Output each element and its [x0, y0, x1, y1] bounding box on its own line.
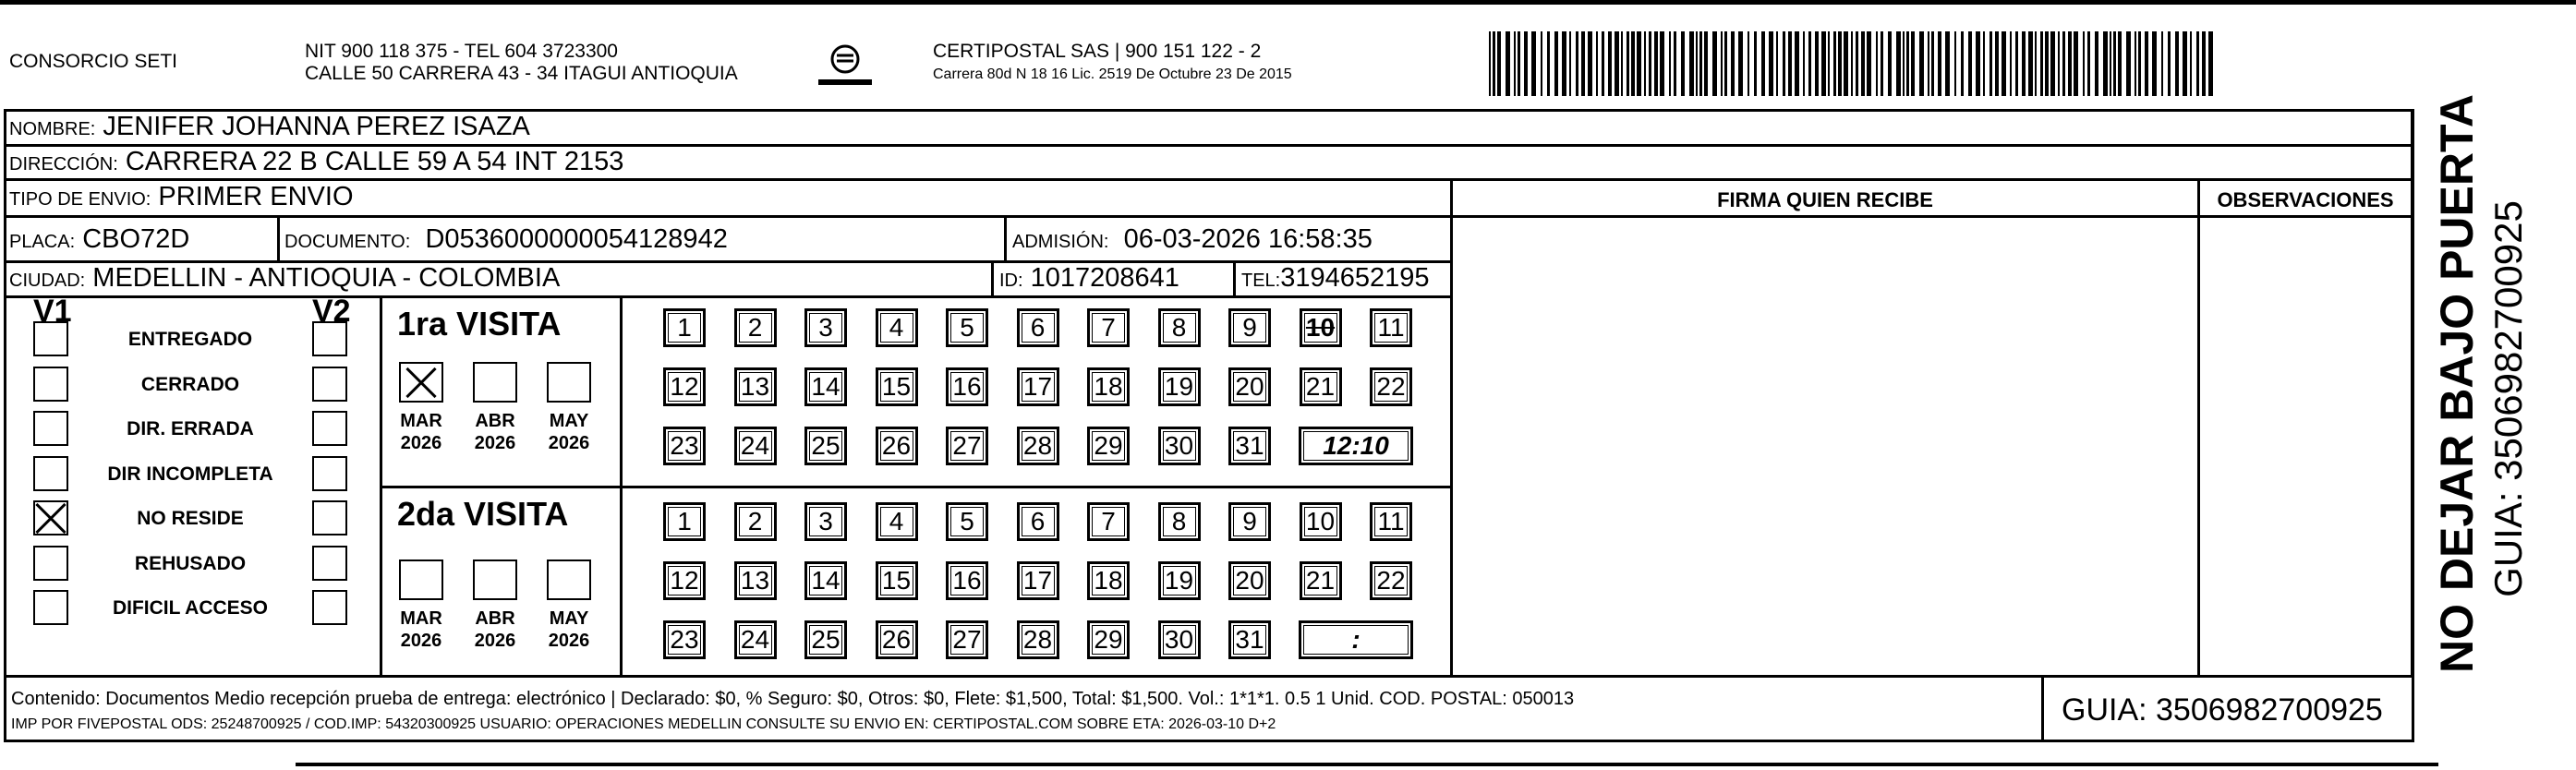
row-line	[4, 215, 2414, 218]
barcode-bar	[2202, 31, 2206, 96]
struck-day: 10	[1305, 313, 1336, 342]
v1-checkbox[interactable]	[33, 411, 68, 446]
placa-field: PLACA: CBO72D	[9, 224, 190, 254]
day-box[interactable]: 2	[734, 502, 777, 541]
barcode-bar	[2068, 31, 2072, 96]
barcode-bar	[1821, 31, 1826, 96]
barcode-bar	[2022, 31, 2026, 96]
day-box[interactable]: 1	[663, 308, 706, 347]
barcode-bar	[2058, 31, 2060, 96]
barcode-bar	[2135, 31, 2136, 96]
barcode-bar	[1844, 31, 1848, 96]
year-label: 2026	[548, 433, 590, 453]
barcode-bar	[1833, 31, 1836, 96]
barcode-bar	[2118, 31, 2122, 96]
day-box[interactable]: 3	[804, 502, 847, 541]
col-line	[2411, 109, 2413, 677]
id-field: ID: 1017208641	[999, 263, 1179, 293]
day-box[interactable]: 29	[1087, 427, 1130, 465]
day-box[interactable]	[1300, 308, 1342, 347]
barcode-bar	[1911, 31, 1915, 96]
tipo-envio-field: TIPO DE ENVIO: PRIMER ENVIO	[9, 182, 354, 211]
barcode-bar	[1712, 31, 1717, 96]
day-box[interactable]: 28	[1017, 620, 1059, 659]
month-label: ABR	[475, 411, 515, 431]
day-box[interactable]: 12	[663, 561, 706, 600]
barcode-bar	[1731, 31, 1735, 96]
status-label: DIFICIL ACCESO	[112, 597, 268, 619]
v1-checkbox[interactable]	[33, 590, 68, 625]
v2-label: V2	[312, 294, 351, 329]
col-line	[277, 215, 280, 261]
day-box[interactable]: 30	[1158, 427, 1201, 465]
day-box[interactable]: 17	[1017, 367, 1059, 406]
barcode-bar	[1531, 31, 1536, 96]
day-box[interactable]: 13	[734, 561, 777, 600]
status-label: CERRADO	[140, 373, 240, 395]
month-label: MAY	[549, 411, 589, 431]
nombre-field: NOMBRE: JENIFER JOHANNA PEREZ ISAZA	[9, 112, 530, 141]
visit1-title: 1ra VISITA	[397, 305, 562, 343]
barcode-bar	[1562, 31, 1566, 96]
tel-field: TEL:3194652195	[1241, 263, 1430, 293]
barcode-bar	[1514, 31, 1516, 96]
barcode-bar	[1995, 31, 1999, 96]
barcode-bar	[2126, 31, 2131, 96]
v2-checkbox[interactable]	[312, 367, 347, 402]
barcode-bar	[1861, 31, 1865, 96]
day-box[interactable]: 5	[946, 502, 988, 541]
day-box[interactable]: 31	[1228, 427, 1271, 465]
barcode-bar	[1581, 31, 1585, 96]
v2-checkbox[interactable]	[312, 456, 347, 491]
barcode-bar	[1518, 31, 1520, 96]
day-box[interactable]: 4	[876, 308, 918, 347]
day-box[interactable]: 7	[1087, 502, 1130, 541]
day-box[interactable]: 9	[1228, 502, 1271, 541]
barcode-bar	[1724, 31, 1727, 96]
barcode	[1489, 31, 2219, 96]
barcode-bar	[1547, 31, 1550, 96]
barcode-bar	[1976, 31, 1980, 96]
barcode-bar	[1961, 31, 1964, 96]
day-box[interactable]: 21	[1300, 561, 1342, 600]
barcode-bar	[1945, 31, 1950, 96]
visit2-title: 2da VISITA	[397, 495, 569, 533]
barcode-bar	[2196, 31, 2199, 96]
barcode-bar	[1761, 31, 1765, 96]
barcode-bar	[1497, 31, 1501, 96]
day-box[interactable]: 20	[1228, 367, 1271, 406]
day-box[interactable]: 21	[1300, 367, 1342, 406]
no-dejar-warning: NO DEJAR BAJO PUERTA	[2431, 94, 2483, 673]
barcode-bar	[1748, 31, 1749, 96]
day-box[interactable]: 3	[804, 308, 847, 347]
status-label: DIR. ERRADA	[127, 418, 254, 439]
ciudad-field: CIUDAD: MEDELLIN - ANTIOQUIA - COLOMBIA	[9, 263, 561, 293]
col-line	[1450, 178, 1453, 677]
status-label: NO RESIDE	[137, 508, 244, 529]
barcode-bar	[2045, 31, 2049, 96]
barcode-bar	[1596, 31, 1598, 96]
v1-checkbox[interactable]	[33, 456, 68, 491]
day-box[interactable]: 16	[946, 367, 988, 406]
nit-line: NIT 900 118 375 - TEL 604 3723300	[305, 41, 618, 62]
certipostal-line1: CERTIPOSTAL SAS | 900 151 122 - 2	[933, 41, 1262, 62]
barcode-bar	[1808, 31, 1811, 96]
day-box[interactable]: 16	[946, 561, 988, 600]
barcode-bar	[1938, 31, 1941, 96]
barcode-bar	[1631, 31, 1635, 96]
time-box[interactable]: 12:10	[1299, 427, 1413, 465]
day-box[interactable]: 2	[734, 308, 777, 347]
barcode-bar	[2028, 31, 2033, 96]
barcode-bar	[1803, 31, 1805, 96]
time-box[interactable]: :	[1299, 620, 1413, 659]
month-label: MAY	[549, 608, 589, 629]
barcode-bar	[2083, 31, 2085, 96]
certipostal-logo	[813, 41, 877, 92]
barcode-bar	[1919, 31, 1924, 96]
barcode-bar	[2168, 31, 2171, 96]
barcode-bar	[1588, 31, 1592, 96]
barcode-bar	[1602, 31, 1604, 96]
barcode-bar	[1696, 31, 1698, 96]
day-box[interactable]: 15	[876, 367, 918, 406]
side-guia: GUIA: 3506982700925	[2486, 200, 2530, 597]
day-box[interactable]: 10	[1300, 502, 1342, 541]
barcode-bar	[2208, 31, 2213, 96]
observaciones-header: OBSERVACIONES	[2217, 188, 2394, 211]
address-line: CALLE 50 CARRERA 43 - 34 ITAGUI ANTIOQUIA	[305, 63, 738, 84]
barcode-bar	[2183, 31, 2187, 96]
barcode-bar	[1931, 31, 1934, 96]
month-label: MAR	[400, 608, 442, 629]
day-box[interactable]: 17	[1017, 561, 1059, 600]
barcode-bar	[2087, 31, 2090, 96]
barcode-bar	[2190, 31, 2192, 96]
barcode-bar	[1738, 31, 1743, 96]
v2-checkbox[interactable]	[312, 500, 347, 535]
firma-header: FIRMA QUIEN RECIBE	[1717, 188, 1933, 211]
barcode-bar	[1983, 31, 1985, 96]
barcode-bar	[1721, 31, 1723, 96]
year-label: 2026	[400, 631, 442, 651]
col-line	[2041, 675, 2044, 742]
barcode-bar	[1856, 31, 1858, 96]
day-box[interactable]: 29	[1087, 620, 1130, 659]
day-box[interactable]: 25	[804, 620, 847, 659]
barcode-bar	[1968, 31, 1972, 96]
day-box[interactable]: 28	[1017, 427, 1059, 465]
documento-field: DOCUMENTO: D0536000000054128942	[284, 224, 728, 254]
year-label: 2026	[400, 433, 442, 453]
bottom-rule	[296, 763, 2438, 766]
day-box[interactable]: 8	[1158, 308, 1201, 347]
barcode-bar	[1689, 31, 1694, 96]
barcode-bar	[1674, 31, 1676, 96]
barcode-bar	[1888, 31, 1892, 96]
day-box[interactable]: 22	[1370, 561, 1412, 600]
barcode-bar	[1795, 31, 1799, 96]
v2-checkbox[interactable]	[312, 546, 347, 581]
day-box[interactable]: 5	[946, 308, 988, 347]
barcode-bar	[2040, 31, 2043, 96]
day-box[interactable]: 13	[734, 367, 777, 406]
day-box[interactable]: 23	[663, 620, 706, 659]
day-box[interactable]: 8	[1158, 502, 1201, 541]
day-box[interactable]: 26	[876, 427, 918, 465]
day-box[interactable]: 27	[946, 620, 988, 659]
row-line	[380, 486, 1451, 488]
footer-guia: GUIA: 3506982700925	[2062, 692, 2383, 728]
day-box[interactable]: 30	[1158, 620, 1201, 659]
barcode-bar	[1754, 31, 1757, 96]
barcode-bar	[1876, 31, 1878, 96]
barcode-bar	[1699, 31, 1702, 96]
barcode-bar	[2095, 31, 2098, 96]
v2-checkbox[interactable]	[312, 590, 347, 625]
barcode-bar	[2175, 31, 2179, 96]
top-rule	[0, 0, 2576, 5]
barcode-bar	[2050, 31, 2055, 96]
col-line	[2197, 178, 2200, 677]
v1-checkbox[interactable]	[33, 367, 68, 402]
barcode-bar	[2074, 31, 2078, 96]
v2-checkbox[interactable]	[312, 411, 347, 446]
barcode-bar	[2062, 31, 2065, 96]
barcode-bar	[1506, 31, 1510, 96]
barcode-bar	[1637, 31, 1641, 96]
barcode-bar	[1783, 31, 1785, 96]
day-box[interactable]: 19	[1158, 561, 1201, 600]
barcode-bar	[1489, 31, 1491, 96]
barcode-bar	[2110, 31, 2111, 96]
month-checkbox[interactable]	[399, 362, 443, 403]
day-box[interactable]: 6	[1017, 308, 1059, 347]
admision-field: ADMISIÓN: 06-03-2026 16:58:35	[1012, 224, 1373, 254]
month-checkbox[interactable]	[547, 362, 591, 403]
day-box[interactable]: 9	[1228, 308, 1271, 347]
status-label: DIR INCOMPLETA	[107, 463, 273, 485]
certipostal-line2: Carrera 80d N 18 16 Lic. 2519 De Octubre 23 De 2015	[933, 66, 1292, 82]
day-box[interactable]: 6	[1017, 502, 1059, 541]
barcode-bar	[1554, 31, 1558, 96]
month-label: ABR	[475, 608, 515, 629]
col-line	[1233, 260, 1236, 295]
year-label: 2026	[548, 631, 590, 651]
day-box[interactable]: 14	[804, 367, 847, 406]
barcode-bar	[1815, 31, 1819, 96]
day-box[interactable]: 27	[946, 427, 988, 465]
v1-checkbox[interactable]	[33, 321, 68, 356]
company-name: CONSORCIO SETI	[9, 51, 178, 72]
day-box[interactable]: 24	[734, 620, 777, 659]
day-box[interactable]: 22	[1370, 367, 1412, 406]
day-box[interactable]: 25	[804, 427, 847, 465]
barcode-bar	[1928, 31, 1929, 96]
barcode-bar	[1649, 31, 1651, 96]
barcode-bar	[1769, 31, 1773, 96]
direccion-field: DIRECCIÓN: CARRERA 22 B CALLE 59 A 54 INT 2153	[9, 147, 624, 176]
v1-checkbox[interactable]	[33, 546, 68, 581]
day-box[interactable]: 12	[663, 367, 706, 406]
month-label: MAR	[400, 411, 442, 431]
barcode-bar	[1896, 31, 1901, 96]
barcode-bar	[1851, 31, 1853, 96]
barcode-bar	[2015, 31, 2018, 96]
day-box[interactable]: 14	[804, 561, 847, 600]
barcode-bar	[1681, 31, 1685, 96]
status-label: ENTREGADO	[127, 329, 253, 350]
barcode-bar	[1576, 31, 1578, 96]
barcode-bar	[1838, 31, 1842, 96]
year-label: 2026	[474, 433, 516, 453]
day-box[interactable]: 20	[1228, 561, 1271, 600]
v2-checkbox[interactable]	[312, 321, 347, 356]
barcode-bar	[1493, 31, 1495, 96]
barcode-bar	[1776, 31, 1778, 96]
barcode-bar	[2145, 31, 2148, 96]
day-box[interactable]: 7	[1087, 308, 1130, 347]
status-label: REHUSADO	[134, 552, 247, 574]
row-line	[4, 675, 2414, 678]
month-checkbox[interactable]	[473, 362, 517, 403]
barcode-bar	[1954, 31, 1956, 96]
barcode-bar	[2002, 31, 2006, 96]
day-box[interactable]: 18	[1087, 561, 1130, 600]
barcode-bar	[1654, 31, 1658, 96]
barcode-bar	[2103, 31, 2108, 96]
side-text	[2422, 94, 2570, 673]
barcode-bar	[2035, 31, 2037, 96]
col-line	[1004, 215, 1007, 261]
barcode-bar	[1621, 31, 1623, 96]
footer-line1: Contenido: Documentos Medio recepción prueba de entrega: electrónico | Declarado: $0, % Seguro: $0, Otros: $0, Flete: $1,500, Total: $1,500. Vol.: 1*1*1. 0.5 1 Unid. COD. POSTAL: 050013	[11, 689, 1575, 709]
barcode-bar	[1615, 31, 1619, 96]
barcode-bar	[2113, 31, 2116, 96]
barcode-bar	[1644, 31, 1646, 96]
day-box[interactable]: 26	[876, 620, 918, 659]
barcode-bar	[1828, 31, 1830, 96]
day-box[interactable]: 18	[1087, 367, 1130, 406]
barcode-bar	[1867, 31, 1871, 96]
day-box[interactable]: 31	[1228, 620, 1271, 659]
v1-checkbox[interactable]	[33, 500, 68, 535]
day-box[interactable]: 11	[1370, 502, 1412, 541]
barcode-bar	[1881, 31, 1883, 96]
day-box[interactable]: 23	[663, 427, 706, 465]
barcode-bar	[1541, 31, 1542, 96]
barcode-bar	[1669, 31, 1671, 96]
day-box[interactable]: 11	[1370, 308, 1412, 347]
footer-line2: IMP POR FIVEPOSTAL ODS: 25248700925 / COD.IMP: 54320300925 USUARIO: OPERACIONES MEDELLIN CONSULTE SU ENVIO EN: CERTIPOSTAL.COM SOBRE ETA: 2026-03-10 D+2	[11, 716, 1276, 732]
barcode-bar	[1608, 31, 1612, 96]
barcode-bar	[2138, 31, 2141, 96]
day-box[interactable]: 15	[876, 561, 918, 600]
day-box[interactable]: 1	[663, 502, 706, 541]
day-box[interactable]: 24	[734, 427, 777, 465]
month-checkbox[interactable]	[473, 559, 517, 600]
barcode-bar	[2010, 31, 2012, 96]
barcode-bar	[1906, 31, 1909, 96]
month-checkbox[interactable]	[547, 559, 591, 600]
barcode-bar	[1660, 31, 1664, 96]
barcode-bar	[2152, 31, 2157, 96]
year-label: 2026	[474, 631, 516, 651]
barcode-bar	[1788, 31, 1792, 96]
barcode-bar	[2161, 31, 2163, 96]
barcode-bar	[1524, 31, 1528, 96]
month-checkbox[interactable]	[399, 559, 443, 600]
barcode-bar	[1569, 31, 1571, 96]
day-box[interactable]: 19	[1158, 367, 1201, 406]
barcode-bar	[1903, 31, 1905, 96]
barcode-bar	[1704, 31, 1708, 96]
col-line	[991, 260, 994, 295]
day-box[interactable]: 4	[876, 502, 918, 541]
v1-label: V1	[33, 294, 72, 329]
barcode-bar	[1989, 31, 1992, 96]
barcode-bar	[1627, 31, 1629, 96]
